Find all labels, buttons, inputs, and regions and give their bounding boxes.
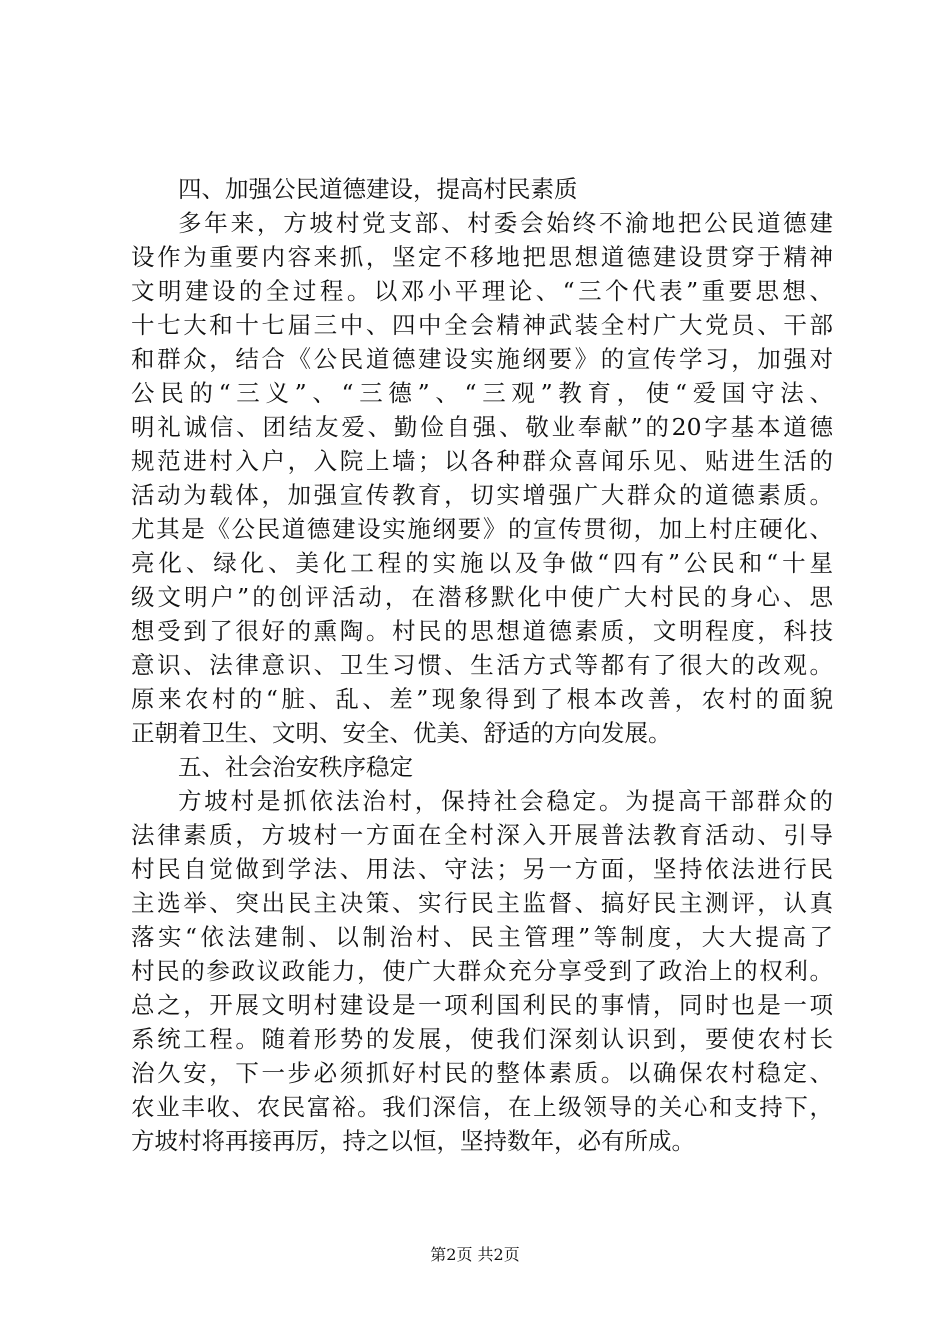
- page-footer: [0, 1243, 950, 1267]
- paragraph-line: 级文明户”的创评活动，在潜移默化中使广大村民的身心、思: [131, 583, 833, 611]
- paragraph-line: 正朝着卫生、文明、安全、优美、舒适的方向发展。: [131, 719, 672, 747]
- paragraph-line: 村民的参政议政能力，使广大群众充分享受到了政治上的权利。: [131, 957, 833, 985]
- paragraph-line: 多年来，方坡村党支部、村委会始终不渝地把公民道德建: [178, 209, 833, 237]
- paragraph-line: 亮化、绿化、美化工程的实施以及争做“四有”公民和“十星: [131, 549, 833, 577]
- paragraph-line: 活动为载体，加强宣传教育，切实增强广大群众的道德素质。: [131, 481, 833, 509]
- paragraph-line: 尤其是《公民道德建设实施纲要》的宣传贯彻，加上村庄硬化、: [131, 515, 833, 543]
- paragraph-line: 主选举、突出民主决策、实行民主监督、搞好民主测评，认真: [131, 889, 833, 917]
- paragraph-line: 原来农村的“脏、乱、差”现象得到了根本改善，农村的面貌: [131, 685, 833, 713]
- section-heading: 四、加强公民道德建设，提高村民素质: [178, 175, 578, 203]
- paragraph-line: 设作为重要内容来抓，坚定不移地把思想道德建设贯穿于精神: [131, 243, 833, 271]
- paragraph-line: 意识、法律意识、卫生习惯、生活方式等都有了很大的改观。: [131, 651, 833, 679]
- page-indicator: 第2页 共2页: [430, 1245, 520, 1264]
- paragraph-line: 方坡村是抓依法治村，保持社会稳定。为提高干部群众的: [178, 787, 833, 815]
- paragraph-line: 想受到了很好的熏陶。村民的思想道德素质，文明程度，科技: [131, 617, 833, 645]
- paragraph-line: 农业丰收、农民富裕。我们深信，在上级领导的关心和支持下，: [131, 1093, 833, 1121]
- paragraph-line: 法律素质，方坡村一方面在全村深入开展普法教育活动、引导: [131, 821, 833, 849]
- paragraph-line: 规范进村入户，入院上墙；以各种群众喜闻乐见、贴进生活的: [131, 447, 833, 475]
- paragraph-line: 十七大和十七届三中、四中全会精神武装全村广大党员、干部: [131, 311, 833, 339]
- document-body: [131, 172, 833, 1158]
- paragraph-line: 明礼诚信、团结友爱、勤俭自强、敬业奉献”的20字基本道德: [131, 413, 833, 441]
- paragraph-line: 系统工程。随着形势的发展，使我们深刻认识到，要使农村长: [131, 1025, 833, 1053]
- paragraph-line: 村民自觉做到学法、用法、守法；另一方面，坚持依法进行民: [131, 855, 833, 883]
- paragraph-line: 治久安，下一步必须抓好村民的整体素质。以确保农村稳定、: [131, 1059, 833, 1087]
- paragraph-line: 文明建设的全过程。以邓小平理论、“三个代表”重要思想、: [131, 277, 833, 305]
- paragraph-line: 和群众，结合《公民道德建设实施纲要》的宣传学习，加强对: [131, 345, 833, 373]
- section-heading: 五、社会治安秩序稳定: [178, 753, 413, 781]
- paragraph-line: 总之，开展文明村建设是一项利国利民的事情，同时也是一项: [131, 991, 833, 1019]
- paragraph-line: 方坡村将再接再厉，持之以恒，坚持数年，必有所成。: [131, 1127, 695, 1155]
- paragraph-line: 落实“依法建制、以制治村、民主管理”等制度，大大提高了: [131, 923, 833, 951]
- paragraph-line: 公民的“三义”、“三德”、“三观”教育，使“爱国守法、: [131, 379, 833, 407]
